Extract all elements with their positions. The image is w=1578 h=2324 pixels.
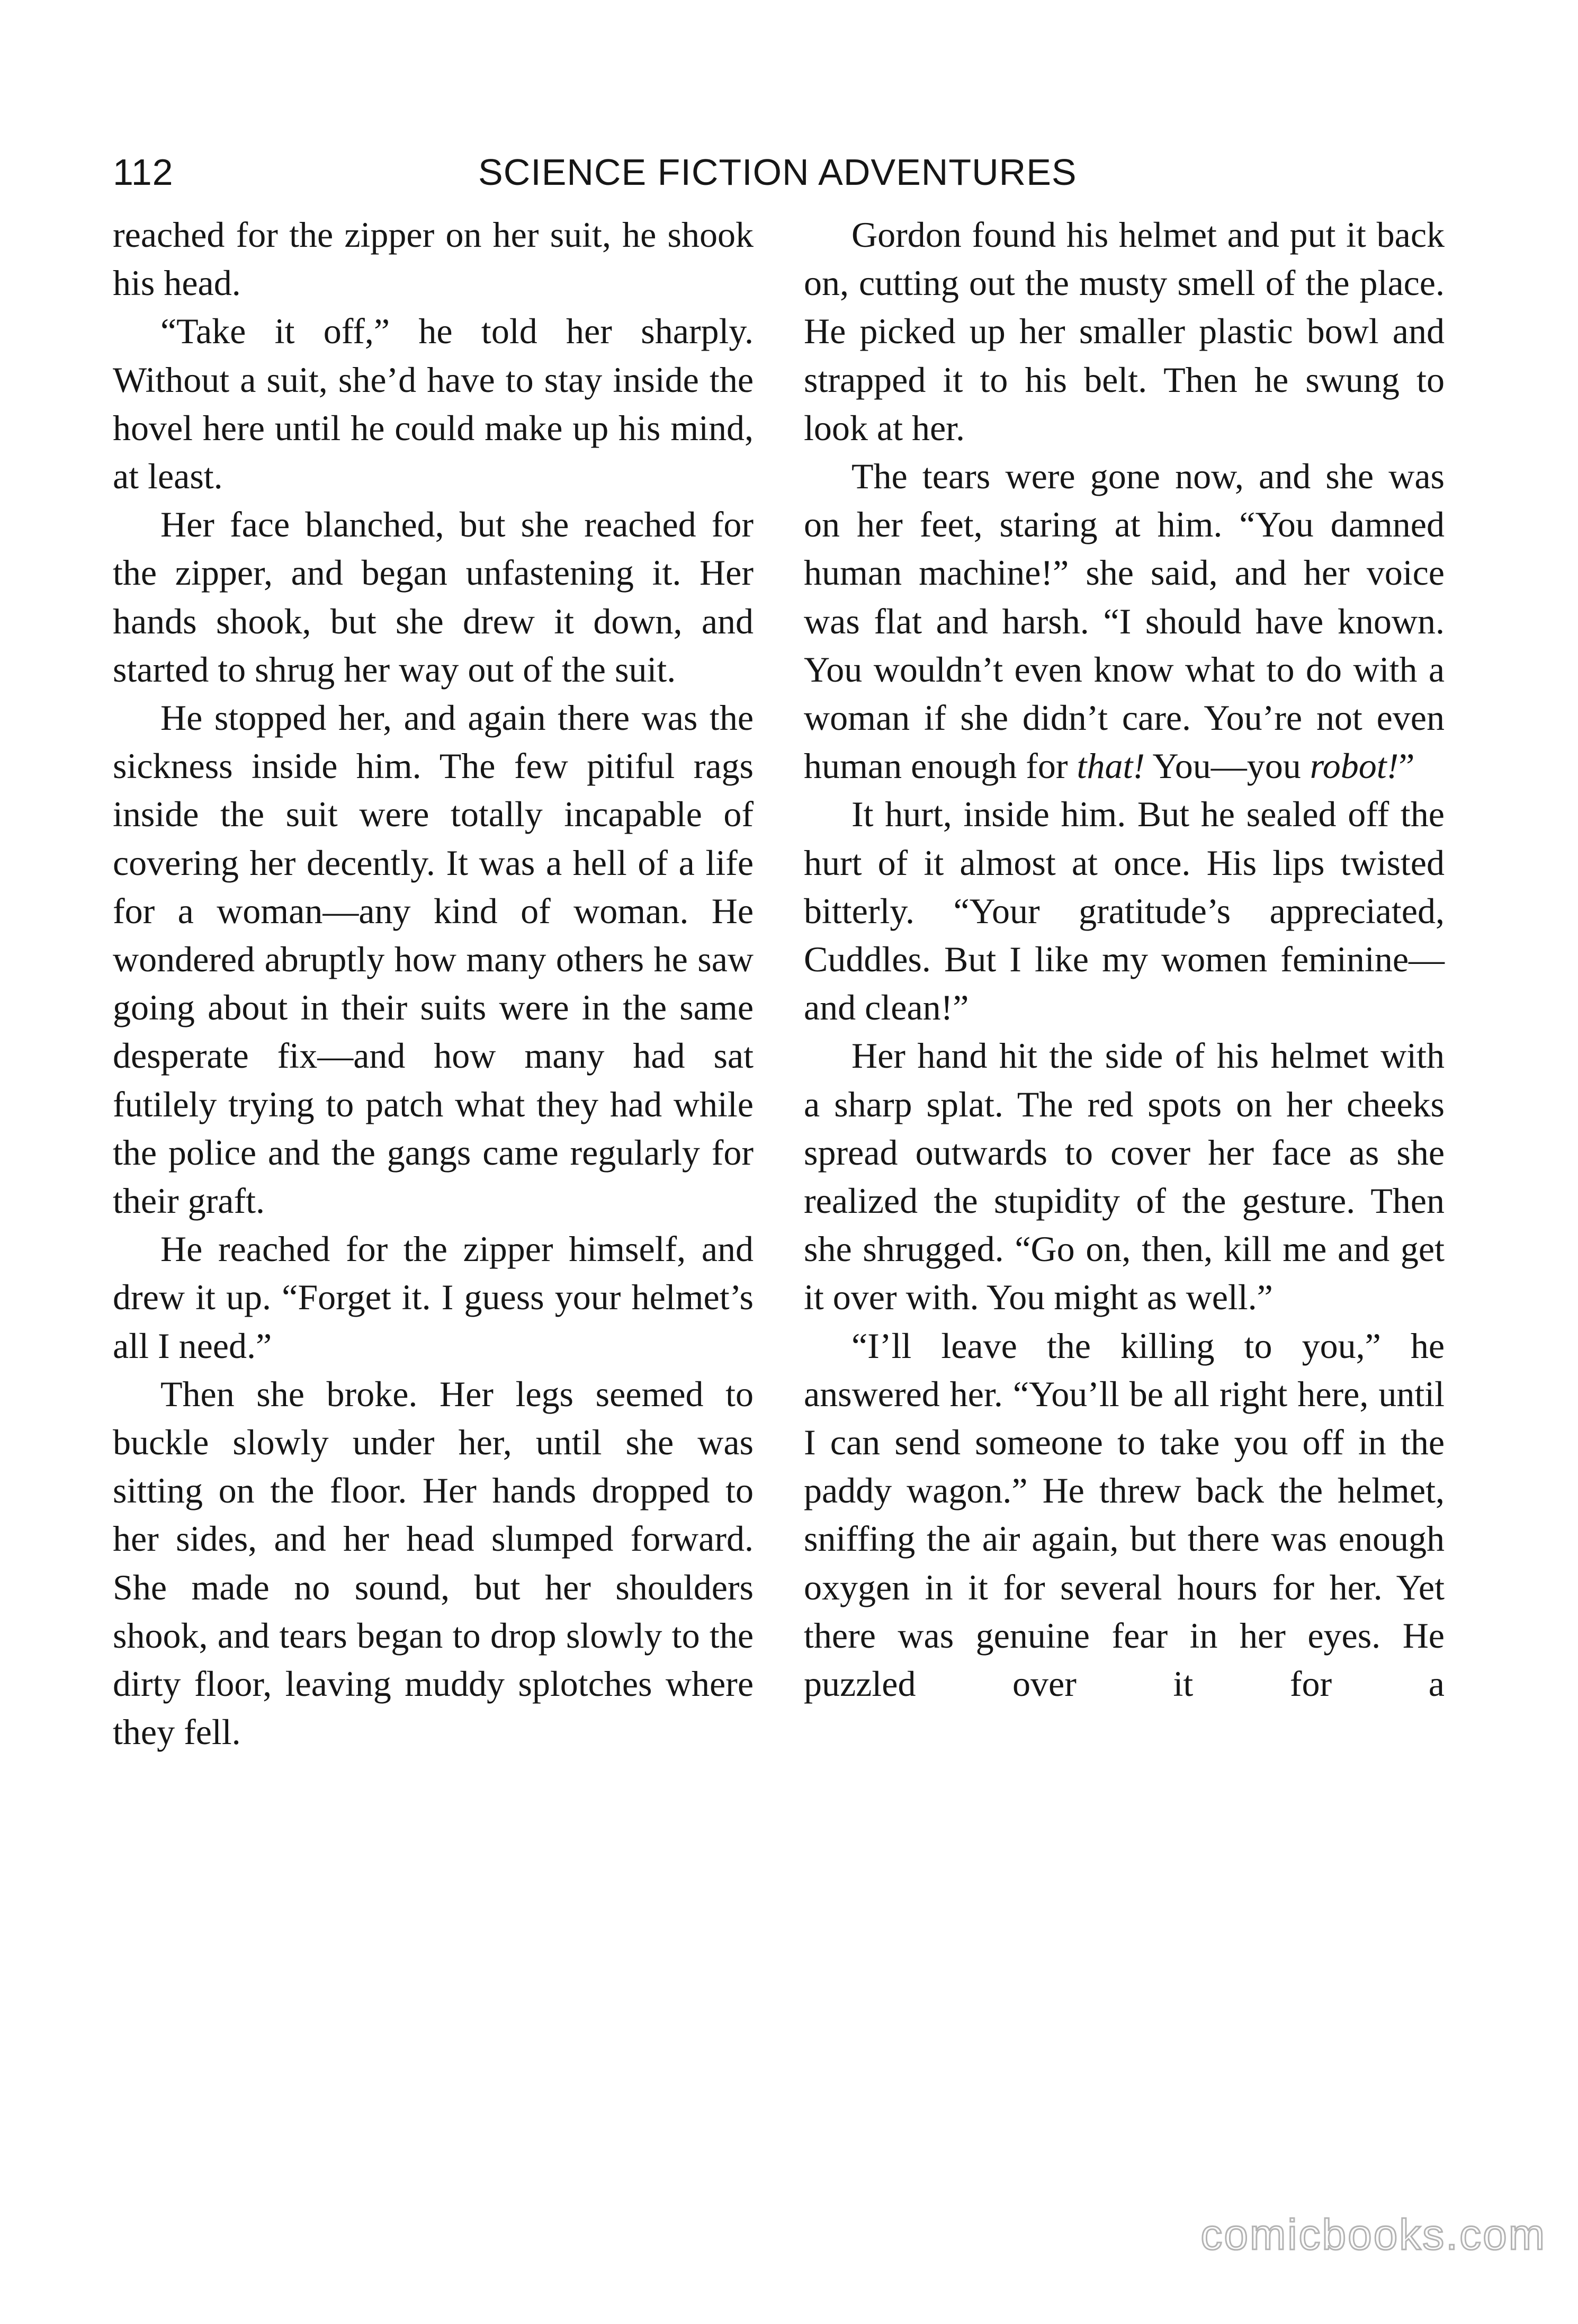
- left-column: [113, 211, 754, 2170]
- paragraph: He reached for the zipper himself, and drew it up. “Forget it. I guess your helmet’s all I need.”: [113, 1229, 754, 1366]
- paragraph: “I’ll leave the killing to you,” he answered her. “You’ll be all right here, until I can send someone to take you off in the paddy wagon.” He threw back the helmet, sniffing the air again, but there was enough oxygen in it for several hours for her. Yet there was genuine fear in her eyes. He puzzled over it for a: [804, 1325, 1445, 1704]
- paragraph: reached for the zipper on her suit, he shook his head.: [113, 214, 754, 303]
- paragraph: Her hand hit the side of his helmet with a sharp splat. The red spots on her cheeks spread outwards to cover her face as she realized the stupidity of the gesture. Then she shrugged. “Go on, then, kill me and get it over with. You might as well.”: [804, 1035, 1445, 1318]
- paragraph-text: ”: [1398, 746, 1415, 786]
- page-number: 112: [113, 151, 174, 193]
- paragraph: [804, 452, 1445, 790]
- paragraph-text: The tears were gone now, and she was on her feet, staring at him. “You damned human machine!” she said, and her voice was flat and harsh. “I should have known. You wouldn’t even know what to do with a woman if she didn’t care. You’re not even human enough for: [804, 456, 1445, 786]
- running-head: SCIENCE FICTION ADVENTURES: [478, 151, 1077, 193]
- paragraph: Her face blanched, but she reached for the zipper, and began unfastening it. Her hands shook, but she drew it down, and started to shrug her way out of the suit.: [113, 504, 754, 690]
- page-header: [113, 143, 1087, 201]
- watermark: comicbooks.com: [1200, 2211, 1546, 2259]
- paragraph-text: You—you: [1144, 746, 1310, 786]
- italic-text: that!: [1077, 746, 1145, 786]
- paragraph: Gordon found his helmet and put it back on, cutting out the musty smell of the place. He picked up her smaller plastic bowl and strapped it to his belt. Then he swung to look at her.: [804, 214, 1445, 448]
- paragraph: It hurt, inside him. But he sealed off the hurt of it almost at once. His lips twisted bitterly. “Your gratitude’s appreciated, Cuddles. But I like my women feminine—and clean!”: [804, 794, 1445, 1028]
- paragraph: He stopped her, and again there was the sickness inside him. The few pitiful rags inside the suit were totally incapable of covering her decently. It was a hell of a life for a woman—any kind of woman. He wondered abruptly how many others he saw going about in their suits were in the same desperate fix—and how many had sat futilely trying to patch what they had while the police and the gangs came regularly for their graft.: [113, 698, 754, 1221]
- paragraph: “Take it off,” he told her sharply. Without a suit, she’d have to stay inside the hovel here until he could make up his mind, at least.: [113, 311, 754, 497]
- right-column: [804, 211, 1445, 2170]
- paragraph: Then she broke. Her legs seemed to buckle slowly under her, until she was sitting on the floor. Her hands dropped to her sides, and her head slumped forward. She made no sound, but her shoulders shook, and tears began to drop slowly to the dirty floor, leaving muddy splotches where they fell.: [113, 1373, 754, 1753]
- italic-text: robot!: [1310, 746, 1399, 786]
